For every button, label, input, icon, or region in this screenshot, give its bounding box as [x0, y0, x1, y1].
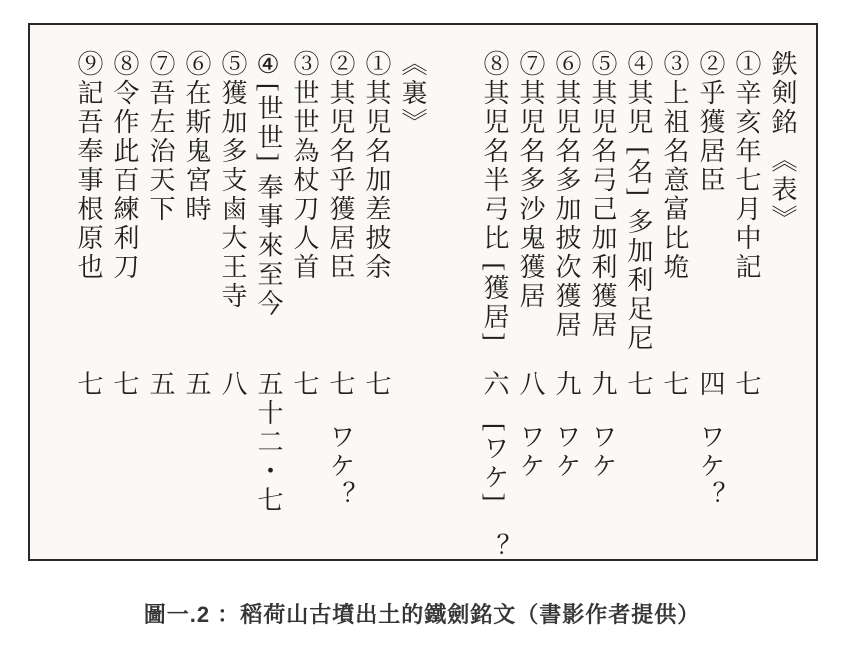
front-column-3 — [656, 50, 692, 559]
back-column-8 — [106, 50, 142, 559]
inscription-line: ⑨記吾奉事根原也 — [74, 50, 103, 282]
line-annotation — [584, 370, 620, 481]
line-annotation — [728, 370, 764, 399]
inscription-line: ⑤其児名弓己加利獲居 — [588, 50, 617, 340]
char-count: 九 — [552, 370, 581, 399]
wake-note: ワケ？ — [326, 423, 355, 510]
front-back-divider-gap — [430, 50, 476, 559]
wake-note: ワケ — [516, 423, 545, 481]
char-count: 五 — [182, 370, 211, 399]
front-column-1 — [728, 50, 764, 559]
inscription-line: ④[世世] 奉事來至今 — [254, 50, 283, 319]
line-annotation — [358, 370, 394, 399]
line-annotation — [250, 370, 286, 515]
inscription-line: ⑥其児名多加披次獲居 — [552, 50, 581, 340]
inscription-line: ②乎獲居臣 — [696, 50, 725, 195]
back-column-1 — [358, 50, 394, 559]
front-column-6 — [548, 50, 584, 559]
char-count: 七 — [660, 370, 689, 399]
front-column-2 — [692, 50, 728, 559]
inscription-line: ⑦吾左治天下 — [146, 50, 175, 224]
line-annotation — [70, 370, 106, 399]
front-column-8 — [476, 50, 512, 563]
back-header-column — [394, 50, 430, 559]
char-count: 五 — [146, 370, 175, 399]
inscription-line: ①其児名加差披余 — [362, 50, 391, 282]
char-count: 七 — [732, 370, 761, 399]
back-column-3 — [286, 50, 322, 559]
line-annotation — [656, 370, 692, 399]
char-count: 五十二・七 — [254, 370, 283, 515]
back-title: 《裏》 — [398, 50, 427, 137]
char-count: 七 — [624, 370, 653, 399]
front-column-4 — [620, 50, 656, 559]
line-annotation — [286, 370, 322, 399]
inscription-line: ⑤獲加多支鹵大王寺 — [218, 50, 247, 311]
char-count: 六 — [480, 370, 509, 399]
front-column-5 — [584, 50, 620, 559]
char-count: 九 — [588, 370, 617, 399]
inscription-line: ③上祖名意富比垝 — [660, 50, 689, 282]
inscription-line: ⑦其児名多沙鬼獲居 — [516, 50, 545, 311]
inscription-line: ⑧其児名半弓比 [獲居] — [480, 50, 509, 344]
wake-note: ワケ — [588, 423, 617, 481]
char-count: 四 — [696, 370, 725, 399]
char-count: 七 — [74, 370, 103, 399]
line-annotation — [178, 370, 214, 399]
char-count: 八 — [218, 370, 247, 399]
line-annotation — [106, 370, 142, 399]
line-annotation — [512, 370, 548, 481]
back-column-2 — [322, 50, 358, 559]
inscription-line: ④其児 [名] 多加利足尼 — [624, 50, 653, 354]
line-annotation — [322, 370, 358, 510]
inscription-line: ②其児名乎獲居臣 — [326, 50, 355, 282]
back-column-7 — [142, 50, 178, 559]
wake-note: [ワケ] ？ — [480, 423, 509, 563]
line-annotation — [476, 370, 512, 562]
inscription-line: ③世世為杖刀人首 — [290, 50, 319, 282]
inscription-plate — [28, 23, 818, 561]
char-count: 七 — [290, 370, 319, 399]
char-count: 七 — [326, 370, 355, 399]
wake-note: ワケ？ — [696, 423, 725, 510]
inscription-line: ⑥在斯鬼宮時 — [182, 50, 211, 224]
inscription-line: ①辛亥年七月中記 — [732, 50, 761, 282]
back-column-4 — [250, 50, 286, 559]
char-count: 八 — [516, 370, 545, 399]
back-column-6 — [178, 50, 214, 559]
inscription-line: ⑧令作此百練利刀 — [110, 50, 139, 282]
line-annotation — [692, 370, 728, 510]
char-count: 七 — [110, 370, 139, 399]
wake-note: ワケ — [552, 423, 581, 481]
front-header-column — [764, 50, 800, 559]
front-column-7 — [512, 50, 548, 559]
back-column-5 — [214, 50, 250, 559]
char-count: 七 — [362, 370, 391, 399]
figure-caption: 圖一.2 ：稻荷山古墳出土的鐵劍銘文（書影作者提供） — [143, 602, 701, 627]
line-annotation — [214, 370, 250, 399]
front-title: 鉄剣銘 《表》 — [768, 50, 797, 234]
line-annotation — [142, 370, 178, 399]
line-annotation — [548, 370, 584, 481]
back-column-9 — [70, 50, 106, 559]
line-annotation — [620, 370, 656, 399]
